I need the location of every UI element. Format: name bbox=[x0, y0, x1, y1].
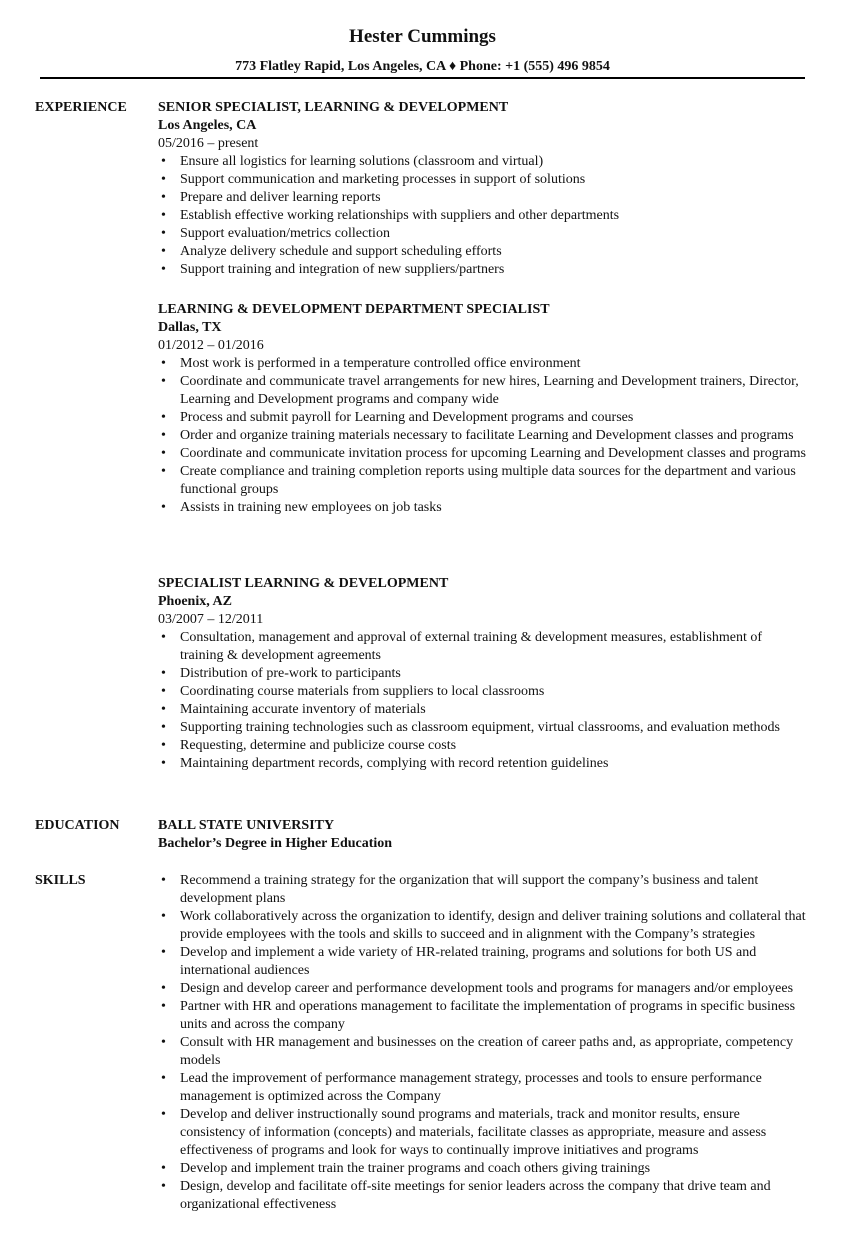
skills-entry bbox=[158, 872, 808, 1214]
list-item: • Consult with HR management and businesses on the creation of career paths and, as appropriate, competency models bbox=[158, 1034, 808, 1070]
job-entry bbox=[158, 301, 808, 517]
job-location: Dallas, TX bbox=[158, 320, 222, 335]
list-item: • Lead the improvement of performance management strategy, processes and tools to ensure performance management is optimized across the Company bbox=[158, 1070, 808, 1106]
job-title: SENIOR SPECIALIST, LEARNING & DEVELOPMENT bbox=[158, 100, 509, 115]
list-item: • Develop and implement train the trainer programs and coach others giving trainings bbox=[158, 1160, 808, 1178]
list-item: • Maintaining department records, complying with record retention guidelines bbox=[158, 755, 808, 773]
list-item: • Order and organize training materials necessary to facilitate Learning and Development classes and programs bbox=[158, 427, 808, 445]
job-dates: 01/2012 – 01/2016 bbox=[158, 338, 264, 353]
list-item: • Assists in training new employees on job tasks bbox=[158, 499, 808, 517]
school-name: BALL STATE UNIVERSITY bbox=[158, 818, 335, 833]
list-item: • Prepare and deliver learning reports bbox=[158, 189, 808, 207]
list-item: • Develop and deliver instructionally sound programs and materials, track and monitor results, ensure consistency of information (concepts) and materials, facilitate classes as appropriate, measure and assess effectiveness of programs and look for ways to continually improve initiatives and programs bbox=[158, 1106, 808, 1160]
list-item: • Develop and implement a wide variety of HR-related training, programs and solutions for both US and international audiences bbox=[158, 944, 808, 980]
list-item: • Partner with HR and operations management to facilitate the implementation of programs in specific business units and across the company bbox=[158, 998, 808, 1034]
list-item: • Support evaluation/metrics collection bbox=[158, 225, 808, 243]
list-item: • Maintaining accurate inventory of materials bbox=[158, 701, 808, 719]
job-location: Phoenix, AZ bbox=[158, 594, 232, 609]
job-dates: 05/2016 – present bbox=[158, 136, 259, 151]
job-bullets bbox=[158, 629, 808, 773]
job-bullets bbox=[158, 355, 808, 517]
list-item: • Support communication and marketing processes in support of solutions bbox=[158, 171, 808, 189]
list-item: • Ensure all logistics for learning solutions (classroom and virtual) bbox=[158, 153, 808, 171]
job-entry bbox=[158, 99, 808, 279]
list-item: • Work collaboratively across the organization to identify, design and deliver training solutions and collateral that provide employees with the tools and skills to succeed and in alignment with the Company’s strategies bbox=[158, 908, 808, 944]
job-title: SPECIALIST LEARNING & DEVELOPMENT bbox=[158, 576, 449, 591]
resume-name: Hester Cummings bbox=[349, 26, 496, 47]
list-item: • Establish effective working relationships with suppliers and other departments bbox=[158, 207, 808, 225]
list-item: • Design, develop and facilitate off-site meetings for senior leaders across the company that drive team and organizational effectiveness bbox=[158, 1178, 808, 1214]
list-item: • Coordinate and communicate invitation process for upcoming Learning and Development classes and programs bbox=[158, 445, 808, 463]
list-item: • Consultation, management and approval of external training & development measures, establishment of training & development agreements bbox=[158, 629, 808, 665]
list-item: • Requesting, determine and publicize course costs bbox=[158, 737, 808, 755]
header-divider bbox=[40, 77, 805, 79]
list-item: • Supporting training technologies such as classroom equipment, virtual classrooms, and evaluation methods bbox=[158, 719, 808, 737]
job-bullets bbox=[158, 153, 808, 279]
list-item: • Coordinating course materials from suppliers to local classrooms bbox=[158, 683, 808, 701]
list-item: • Coordinate and communicate travel arrangements for new hires, Learning and Development trainers, Director, Learning and Development programs and company wide bbox=[158, 373, 808, 409]
contact-line: 773 Flatley Rapid, Los Angeles, CA ♦ Phone: +1 (555) 496 9854 bbox=[235, 59, 610, 74]
list-item: • Process and submit payroll for Learning and Development programs and courses bbox=[158, 409, 808, 427]
education-label: EDUCATION bbox=[35, 818, 120, 833]
list-item: • Create compliance and training completion reports using multiple data sources for the department and various functional groups bbox=[158, 463, 808, 499]
list-item: • Design and develop career and performance development tools and programs for managers and/or employees bbox=[158, 980, 808, 998]
list-item: • Most work is performed in a temperature controlled office environment bbox=[158, 355, 808, 373]
list-item: • Support training and integration of new suppliers/partners bbox=[158, 261, 808, 279]
job-dates: 03/2007 – 12/2011 bbox=[158, 612, 264, 627]
list-item: • Distribution of pre-work to participants bbox=[158, 665, 808, 683]
list-item: • Analyze delivery schedule and support scheduling efforts bbox=[158, 243, 808, 261]
education-entry bbox=[158, 817, 808, 853]
list-item: • Recommend a training strategy for the organization that will support the company’s business and talent development plans bbox=[158, 872, 808, 908]
job-location: Los Angeles, CA bbox=[158, 118, 257, 133]
experience-label: EXPERIENCE bbox=[35, 100, 127, 115]
degree-name: Bachelor’s Degree in Higher Education bbox=[158, 836, 393, 851]
job-entry bbox=[158, 575, 808, 773]
skills-label: SKILLS bbox=[35, 873, 86, 888]
skills-bullets bbox=[158, 872, 808, 1214]
job-title: LEARNING & DEVELOPMENT DEPARTMENT SPECIALIST bbox=[158, 302, 550, 317]
